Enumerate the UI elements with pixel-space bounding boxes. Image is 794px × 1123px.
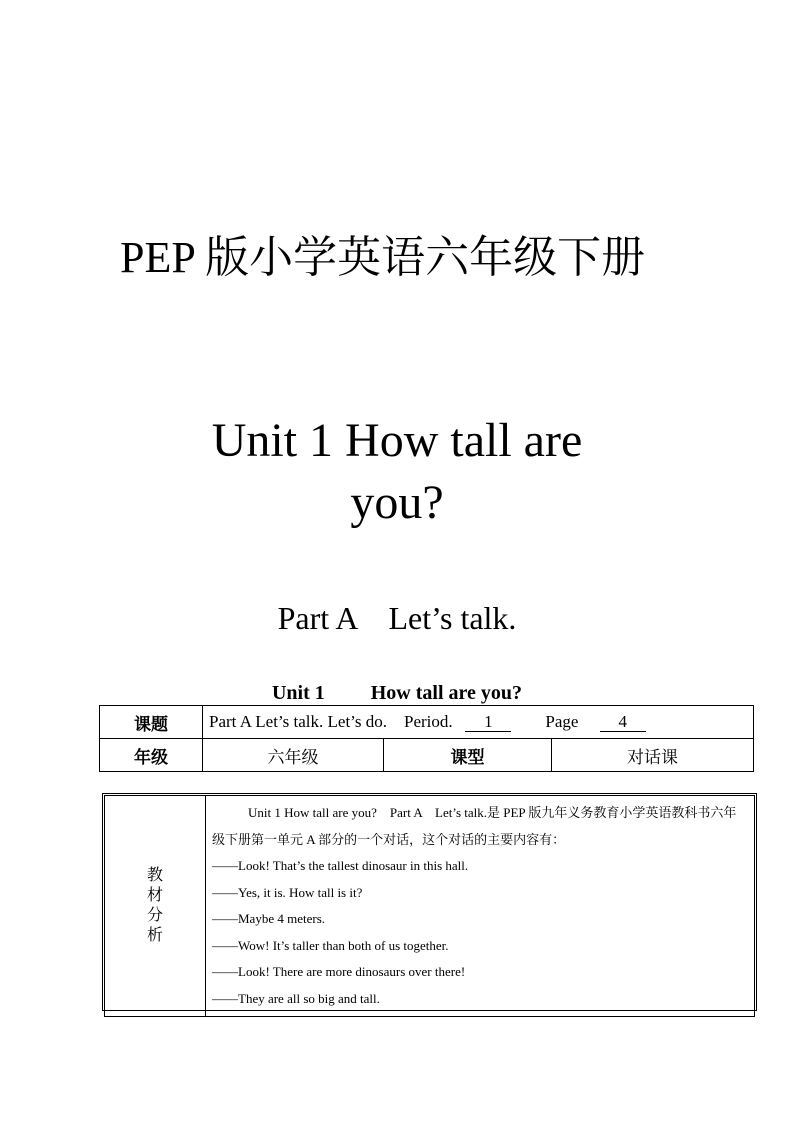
- topic-label: 课题: [100, 706, 203, 739]
- analysis-label-char: 分: [146, 907, 163, 924]
- topic-value: Part A Let’s talk. Let’s do.: [209, 712, 388, 731]
- table-row: [105, 796, 755, 1017]
- analysis-intro: Unit 1 How tall are you? Part A Let’s talk.是 PEP 版九年义务教育小学英语教科书六年级下册第一单元 A 部分的一个对话，这个对话的主要内容有：: [212, 805, 737, 847]
- lesson-label: Let’s talk.: [388, 600, 517, 636]
- unit-title: [97, 410, 697, 534]
- table-header: [97, 680, 697, 706]
- type-label: 课型: [384, 739, 552, 772]
- topic-value-cell: [203, 706, 754, 739]
- grade-label: 年级: [100, 739, 203, 772]
- dialogue-line: ——Wow! It’s taller than both of us together.: [212, 937, 449, 953]
- analysis-frame: [102, 793, 757, 1011]
- lesson-info-table: [99, 705, 754, 772]
- dialogue-line: ——Maybe 4 meters.: [212, 911, 326, 926]
- unit-title-line-1: Unit 1 How tall are: [211, 414, 583, 467]
- period-value: 1: [465, 713, 511, 732]
- type-value: 对话课: [552, 739, 754, 772]
- page-value: 4: [600, 713, 646, 732]
- page-label: Page: [545, 712, 579, 731]
- header-unit: Unit 1: [271, 682, 325, 704]
- dialogue-line: ——They are all so big and tall.: [212, 990, 380, 1006]
- part-label: Part A: [277, 600, 359, 636]
- analysis-label: [105, 796, 206, 1017]
- analysis-label-char: 教: [146, 867, 163, 884]
- dialogue-line: ——Yes, it is. How tall is it?: [212, 884, 363, 900]
- unit-title-line-2: you?: [350, 476, 444, 529]
- analysis-label-char: 材: [146, 887, 163, 904]
- dialogue-line: ——Look! That’s the tallest dinosaur in this hall.: [212, 858, 469, 873]
- document-title-chinese: PEP 版小学英语六年级下册: [120, 233, 646, 282]
- analysis-content: [206, 796, 755, 1017]
- lesson-subtitle: [97, 598, 697, 638]
- period-label: Period.: [404, 712, 453, 731]
- table-row: [100, 706, 754, 739]
- header-title: How tall are you?: [370, 682, 523, 704]
- analysis-label-char: 析: [146, 927, 163, 944]
- grade-value: 六年级: [203, 739, 384, 772]
- table-row: [100, 739, 754, 772]
- analysis-table: [104, 795, 755, 1017]
- dialogue-line: ——Look! There are more dinosaurs over there!: [212, 964, 466, 979]
